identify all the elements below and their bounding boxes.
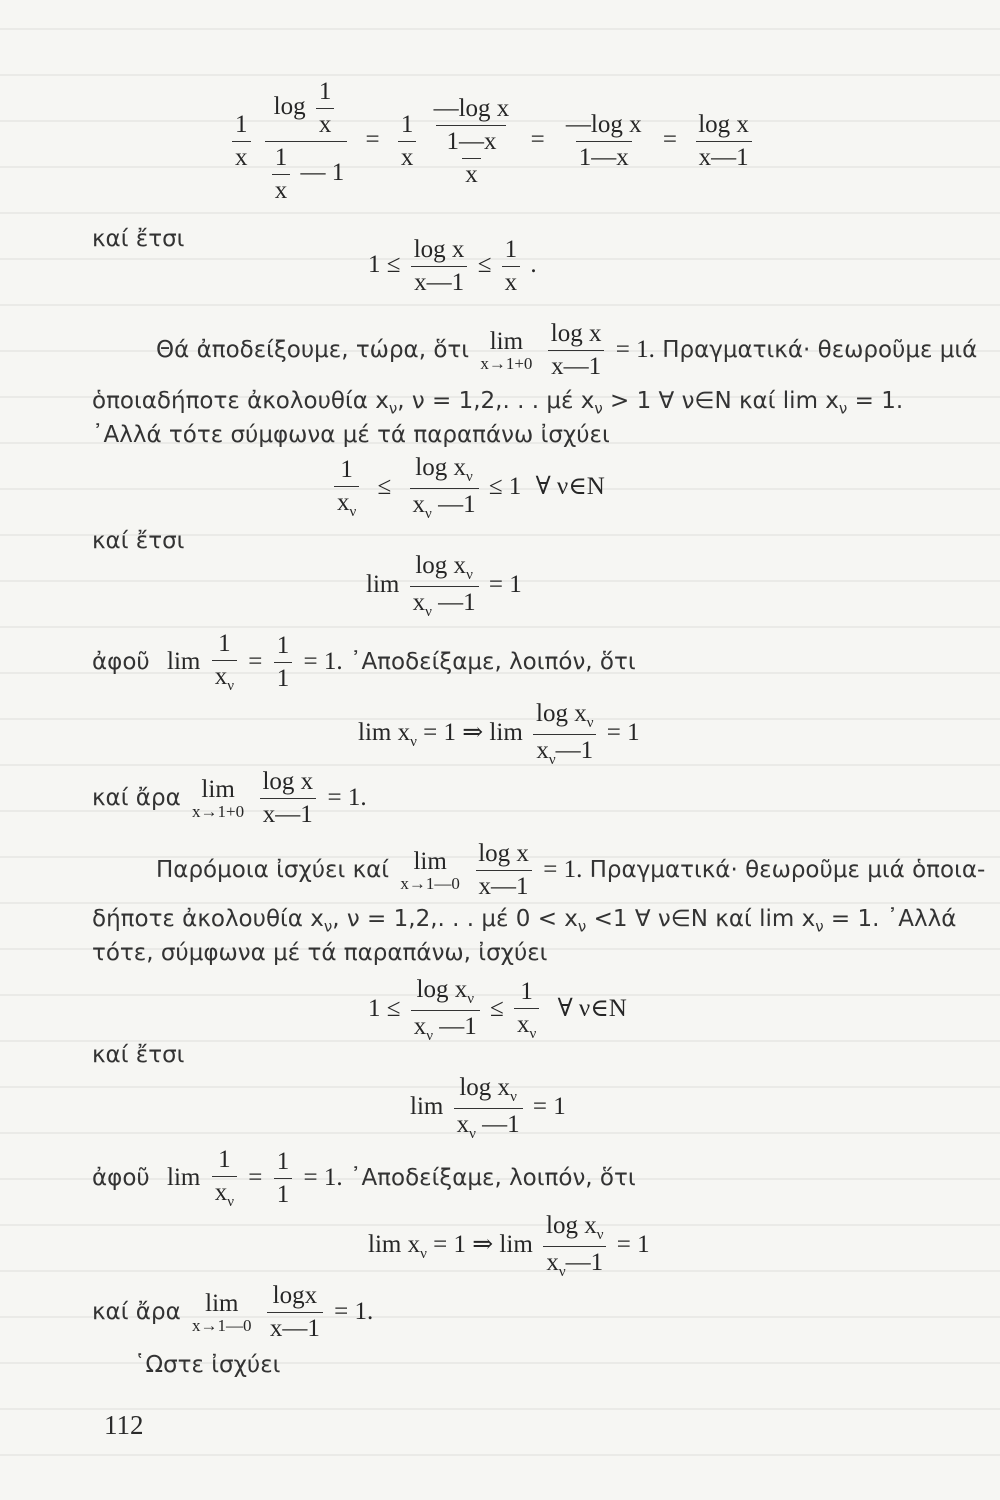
limit-1: lim $\frac{\log x_\nu}{x_\nu —1}$ = 1 [366,552,522,620]
paragraph-2-line-2: δήποτε ἀκολουθία $x_\nu$, ν = 1,2,. . . μέ $0 < x_\nu <1$ ∀ ν∈N καί $\lim x_\nu = 1$. ᾿Αλλά [92,906,957,936]
implication-1: $\lim x_\nu = 1$ ⇒ lim $\frac{\log x_\nu}{x_\nu—1}$ = 1 [358,700,640,768]
paragraph-1-line-2: ὁποιαδήποτε ἀκολουθία $x_\nu$, ν = 1,2,. . . μέ $x_\nu > 1$ ∀ ν∈N καί $\lim x_\nu = 1$. [92,388,904,418]
paragraph-2-line-3: τότε, σύμφωνα μέ τά παραπάνω, ἰσχύει [92,940,548,966]
afou-line-2: ἀφοῦ lim $\frac{1}{x_\nu}$ = $\frac{1}{1}$ = 1. ᾿Αποδείξαμε, λοιπόν, ὅτι [92,1146,636,1210]
inequality-3: 1 ≤ $\frac{\log x_\nu}{x_\nu —1}$ ≤ $\frac{1}{x_\nu}$ ∀ ν∈N [368,976,627,1044]
paragraph-1-line-1: Θά ἀποδείξουμε, τώρα, ὅτι lim x→1+0 $\frac{\text{log x}}{x—1}$ = 1. Πραγματικά· θεωροῦμε μιά [156,320,978,380]
paragraph-1-line-3: ᾿Αλλά τότε σύμφωνα μέ τά παραπάνω ἰσχύει [92,422,610,448]
fraction: $\frac{1}{x}$ [398,111,417,172]
afou-line-1: ἀφοῦ lim $\frac{1}{x_\nu}$ = $\frac{1}{1}$ = 1. ᾿Αποδείξαμε, λοιπόν, ὅτι [92,630,636,694]
text-hoste: ῾Ωστε ἰσχύει [134,1352,281,1378]
kai-ara-line-1: καί ἄρα lim x→1+0 $\frac{\text{log x}}{x—1}$ = 1. [92,768,367,828]
text-kai-etsi: καί ἔτσι [92,1042,185,1068]
fraction: $\frac{\text{—log x}}{\frac{1—x}{x}}$ [433,94,510,188]
fraction: $\frac{\text{—log x}}{1—x}$ [565,111,642,171]
limit-2: lim $\frac{\log x_\nu}{x_\nu —1}$ = 1 [410,1074,566,1142]
inequality-1: 1 ≤ $\frac{\text{log x}}{x—1}$ ≤ $\frac{1}{x}$ . [368,236,537,296]
equation-log-identity: $\frac{1}{x}$ log $\frac{1}{x}$ $\frac{1}{x}$ — 1 = $\frac{1}{x}$ $\frac{\text{—log x}}{\frac{1—x}{x}}$ = $\frac{\text{—log x}}{1—x}$ = $\frac{\text{log x}}{x—1}$ [228,78,756,205]
implication-2: $\lim x_\nu = 1$ ⇒ lim $\frac{\log x_\nu}{x_\nu—1}$ = 1 [368,1212,650,1280]
text-kai-etsi: καί ἔτσι [92,226,185,252]
fraction: $\frac{1}{x}$ [232,111,251,172]
page-number: 112 [104,1410,144,1440]
paragraph-2-line-1: Παρόμοια ἰσχύει καί lim x→1—0 $\frac{\text{log x}}{x—1}$ = 1. Πραγματικά· θεωροῦμε μιά ὁποια- [156,840,986,900]
fraction: log $\frac{1}{x}$ $\frac{1}{x}$ — 1 [265,78,348,205]
kai-ara-line-2: καί ἄρα lim x→1—0 $\frac{\log x}{x—1}$ = 1. [92,1282,374,1342]
text-kai-etsi: καί ἔτσι [92,528,185,554]
inequality-2: $\frac{1}{x_\nu}$ ≤ $\frac{\log x_\nu}{x_\nu —1}$ ≤ 1 ∀ ν∈N [330,454,613,523]
fraction: $\frac{\text{log x}}{x—1}$ [695,111,752,172]
